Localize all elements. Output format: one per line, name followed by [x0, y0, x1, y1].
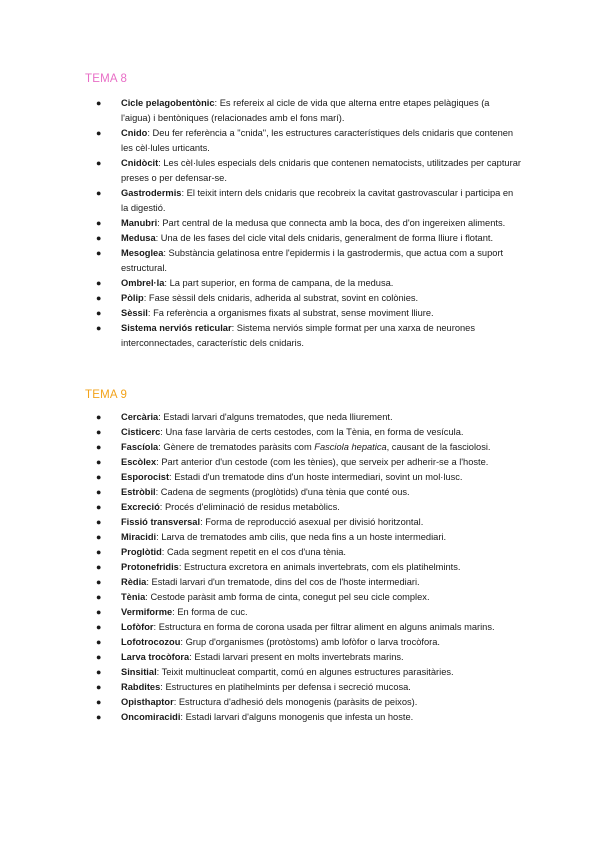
glossary-term: Cnidòcit — [121, 158, 159, 168]
bullet-icon: ● — [96, 547, 102, 557]
glossary-item — [96, 695, 521, 710]
term-separator: : — [160, 682, 166, 692]
species-name: Fasciola hepatica — [314, 442, 387, 452]
glossary-item — [96, 126, 521, 156]
bullet-icon: ● — [96, 442, 102, 452]
glossary-item — [96, 306, 521, 321]
term-separator: : — [156, 457, 162, 467]
glossary-definition: El teixit intern dels cnidaris que recobreix la cavitat gastrovascular i participa en la digestió. — [121, 188, 514, 213]
glossary-definition: Fase sèssil dels cnidaris, adherida al substrat, sovint en colònies. — [148, 293, 419, 303]
bullet-icon: ● — [96, 652, 102, 662]
glossary-term: Vermiforme — [121, 607, 173, 617]
bullet-icon: ● — [96, 682, 102, 692]
bullet-icon: ● — [96, 233, 102, 243]
glossary-item — [96, 156, 521, 186]
glossary-definition: Una de les fases del cicle vital dels cnidaris, generalment de forma lliure i flotant. — [160, 233, 494, 243]
glossary-term: Tènia — [121, 592, 146, 602]
bullet-icon: ● — [96, 532, 102, 542]
term-separator: : — [161, 547, 167, 557]
glossary-definition: Grup d'organismes (protòstoms) amb lofòfor o larva trocòfora. — [185, 637, 441, 647]
glossary-item — [96, 470, 521, 485]
glossary-definition: Forma de reproducció asexual per divisió horitzontal. — [205, 517, 424, 527]
glossary-term: Manubri — [121, 218, 158, 228]
bullet-icon: ● — [96, 457, 102, 467]
glossary-definition: Es refereix al cicle de vida que alterna entre etapes pelàgiques (a l'aigua) i bentòniques (relacionades amb el fons marí). — [121, 98, 490, 123]
term-separator: : — [158, 412, 164, 422]
glossary-item — [96, 650, 521, 665]
term-separator: : — [173, 697, 179, 707]
glossary-definition: Estadi larvari present en molts invertebrats marins. — [194, 652, 404, 662]
glossary-definition: Estructura d'adhesió dels monogenis (paràsits de peixos). — [178, 697, 418, 707]
glossary-term: Medusa — [121, 233, 156, 243]
glossary-term: Cisticerc — [121, 427, 161, 437]
glossary-term: Fascíola — [121, 442, 159, 452]
glossary-definition: Cada segment repetit en el cos d'una tènia. — [166, 547, 347, 557]
glossary-item — [96, 96, 521, 126]
glossary-definition: Les cèl·lules especials dels cnidaris que contenen nematocists, utilitzades per capturar preses o per defensar-se. — [121, 158, 521, 183]
glossary-term: Cnido — [121, 128, 148, 138]
bullet-icon: ● — [96, 323, 102, 333]
glossary-list-tema-8 — [96, 96, 521, 351]
term-separator: : — [180, 637, 186, 647]
term-separator: : — [147, 128, 153, 138]
glossary-definition: Estructura excretora en animals invertebrats, com els platihelmints. — [184, 562, 461, 572]
glossary-term: Esporocist — [121, 472, 170, 482]
glossary-definition: Teixit multinucleat compartit, comú en algunes estructures parasitàries. — [161, 667, 454, 677]
glossary-definition: Procés d'eliminació de residus metabòlics. — [164, 502, 340, 512]
glossary-item — [96, 635, 521, 650]
glossary-definition: En forma de cuc. — [177, 607, 248, 617]
glossary-definition: Substància gelatinosa entre l'epidermis i la gastrodermis, que actua com a suport estructural. — [121, 248, 504, 273]
bullet-icon: ● — [96, 637, 102, 647]
glossary-definition-continued: , causant de la fasciolosi. — [386, 442, 491, 452]
bullet-icon: ● — [96, 158, 102, 168]
term-separator: : — [153, 622, 159, 632]
glossary-term: Protonefridis — [121, 562, 179, 572]
bullet-icon: ● — [96, 293, 102, 303]
glossary-term: Mesoglea — [121, 248, 164, 258]
bullet-icon: ● — [96, 712, 102, 722]
glossary-term: Miracidi — [121, 532, 157, 542]
term-separator: : — [157, 218, 163, 228]
term-separator: : — [160, 427, 166, 437]
term-separator: : — [172, 607, 178, 617]
glossary-item — [96, 485, 521, 500]
glossary-item — [96, 515, 521, 530]
glossary-item — [96, 665, 521, 680]
glossary-definition: Fa referència a organismes fixats al substrat, sense moviment lliure. — [153, 308, 434, 318]
glossary-item — [96, 605, 521, 620]
term-separator: : — [178, 562, 185, 572]
bullet-icon: ● — [96, 607, 102, 617]
term-separator: : — [145, 592, 151, 602]
bullet-icon: ● — [96, 667, 102, 677]
glossary-definition: Estructures en platihelmints per defensa i secreció mucosa. — [165, 682, 411, 692]
glossary-term: Rabdites — [121, 682, 161, 692]
glossary-definition: Part anterior d'un cestode (com les tènies), que serveix per adherir-se a l'hoste. — [161, 457, 489, 467]
glossary-term: Sèssil — [121, 308, 148, 318]
term-separator: : — [180, 712, 186, 722]
bullet-icon: ● — [96, 592, 102, 602]
term-separator: : — [158, 442, 164, 452]
glossary-definition: Estadi larvari d'alguns trematodes, que neda lliurement. — [163, 412, 393, 422]
bullet-icon: ● — [96, 517, 102, 527]
glossary-definition: Cadena de segments (proglòtids) d'una tènia que conté ous. — [160, 487, 410, 497]
glossary-definition: Larva de trematodes amb cilis, que neda fins a un hoste intermediari. — [161, 532, 447, 542]
glossary-definition: Cestode paràsit amb forma de cinta, conegut pel seu cicle complex. — [150, 592, 430, 602]
glossary-item — [96, 231, 521, 246]
glossary-item — [96, 500, 521, 515]
glossary-item — [96, 560, 521, 575]
glossary-item — [96, 216, 521, 231]
term-separator: : — [181, 188, 187, 198]
term-separator: : — [200, 517, 206, 527]
glossary-term: Escòlex — [121, 457, 157, 467]
term-separator: : — [163, 248, 169, 258]
term-separator: : — [156, 532, 162, 542]
term-separator: : — [214, 98, 220, 108]
bullet-icon: ● — [96, 248, 102, 258]
glossary-term: Lofòfor — [121, 622, 154, 632]
glossary-term: Rèdia — [121, 577, 147, 587]
glossary-term: Excreció — [121, 502, 160, 512]
glossary-term: Pòlip — [121, 293, 144, 303]
glossary-definition: Estadi d'un trematode dins d'un hoste intermediari, sovint un mol·lusc. — [174, 472, 463, 482]
glossary-item — [96, 425, 521, 440]
term-separator: : — [189, 652, 195, 662]
term-separator: : — [146, 577, 152, 587]
glossary-definition: Estadi larvari d'alguns monogenis que infesta un hoste. — [185, 712, 414, 722]
glossary-definition: Una fase larvària de certs cestodes, com la Tènia, en forma de vesícula. — [165, 427, 464, 437]
bullet-icon: ● — [96, 278, 102, 288]
term-separator: : — [156, 667, 162, 677]
glossary-definition: Estadi larvari d'un trematode, dins del cos de l'hoste intermediari. — [151, 577, 420, 587]
glossary-term: Cercària — [121, 412, 159, 422]
glossary-term: Cicle pelagobentònic — [121, 98, 215, 108]
bullet-icon: ● — [96, 188, 102, 198]
glossary-definition: Deu fer referència a "cnida", les estructures característiques dels cnidaris que contenen les cèl·lules urticants. — [121, 128, 514, 153]
glossary-item — [96, 440, 521, 455]
term-separator: : — [159, 502, 165, 512]
glossary-definition: Gènere de trematodes paràsits com — [163, 442, 315, 452]
bullet-icon: ● — [96, 502, 102, 512]
glossary-definition: Sistema nerviós simple format per una xarxa de neurones interconnectades, característic dels cnidaris. — [121, 323, 475, 348]
glossary-term: Fissió transversal — [121, 517, 201, 527]
glossary-item — [96, 575, 521, 590]
bullet-icon: ● — [96, 577, 102, 587]
bullet-icon: ● — [96, 472, 102, 482]
glossary-item — [96, 530, 521, 545]
section-heading-tema-9: TEMA 9 — [85, 389, 128, 401]
term-separator: : — [155, 487, 161, 497]
bullet-icon: ● — [96, 412, 102, 422]
glossary-term: Opisthaptor — [121, 697, 174, 707]
term-separator: : — [169, 472, 175, 482]
glossary-item — [96, 246, 521, 276]
bullet-icon: ● — [96, 562, 102, 572]
term-separator: : — [158, 158, 164, 168]
glossary-item — [96, 680, 521, 695]
glossary-definition: La part superior, en forma de campana, de la medusa. — [169, 278, 394, 288]
bullet-icon: ● — [96, 427, 102, 437]
glossary-item — [96, 590, 521, 605]
glossary-term: Sinsitial — [121, 667, 157, 677]
bullet-icon: ● — [96, 697, 102, 707]
term-separator: : — [164, 278, 170, 288]
glossary-term: Proglòtid — [121, 547, 162, 557]
bullet-icon: ● — [96, 487, 102, 497]
glossary-term: Gastrodermis — [121, 188, 182, 198]
bullet-icon: ● — [96, 622, 102, 632]
glossary-item — [96, 545, 521, 560]
bullet-icon: ● — [96, 128, 102, 138]
bullet-icon: ● — [96, 308, 102, 318]
glossary-term: Ombrel·la — [121, 278, 165, 288]
term-separator: : — [231, 323, 237, 333]
glossary-definition: Part central de la medusa que connecta amb la boca, des d'on ingereixen aliments. — [162, 218, 506, 228]
glossary-item — [96, 291, 521, 306]
glossary-item — [96, 410, 521, 425]
glossary-term: Sistema nerviós reticular — [121, 323, 232, 333]
glossary-item — [96, 321, 521, 351]
glossary-definition: Estructura en forma de corona usada per filtrar aliment en alguns animals marins. — [158, 622, 495, 632]
glossary-item — [96, 455, 521, 470]
glossary-list-tema-9 — [96, 410, 521, 725]
section-heading-tema-8: TEMA 8 — [85, 73, 128, 85]
term-separator: : — [143, 293, 149, 303]
glossary-term: Lofotrocozou — [121, 637, 181, 647]
bullet-icon: ● — [96, 218, 102, 228]
glossary-term: Larva trocòfora — [121, 652, 190, 662]
term-separator: : — [155, 233, 161, 243]
glossary-term: Oncomiracidi — [121, 712, 181, 722]
glossary-item — [96, 186, 521, 216]
glossary-item — [96, 710, 521, 725]
glossary-item — [96, 620, 521, 635]
term-separator: : — [147, 308, 154, 318]
glossary-item — [96, 276, 521, 291]
glossary-term: Estròbil — [121, 487, 156, 497]
bullet-icon: ● — [96, 98, 102, 108]
